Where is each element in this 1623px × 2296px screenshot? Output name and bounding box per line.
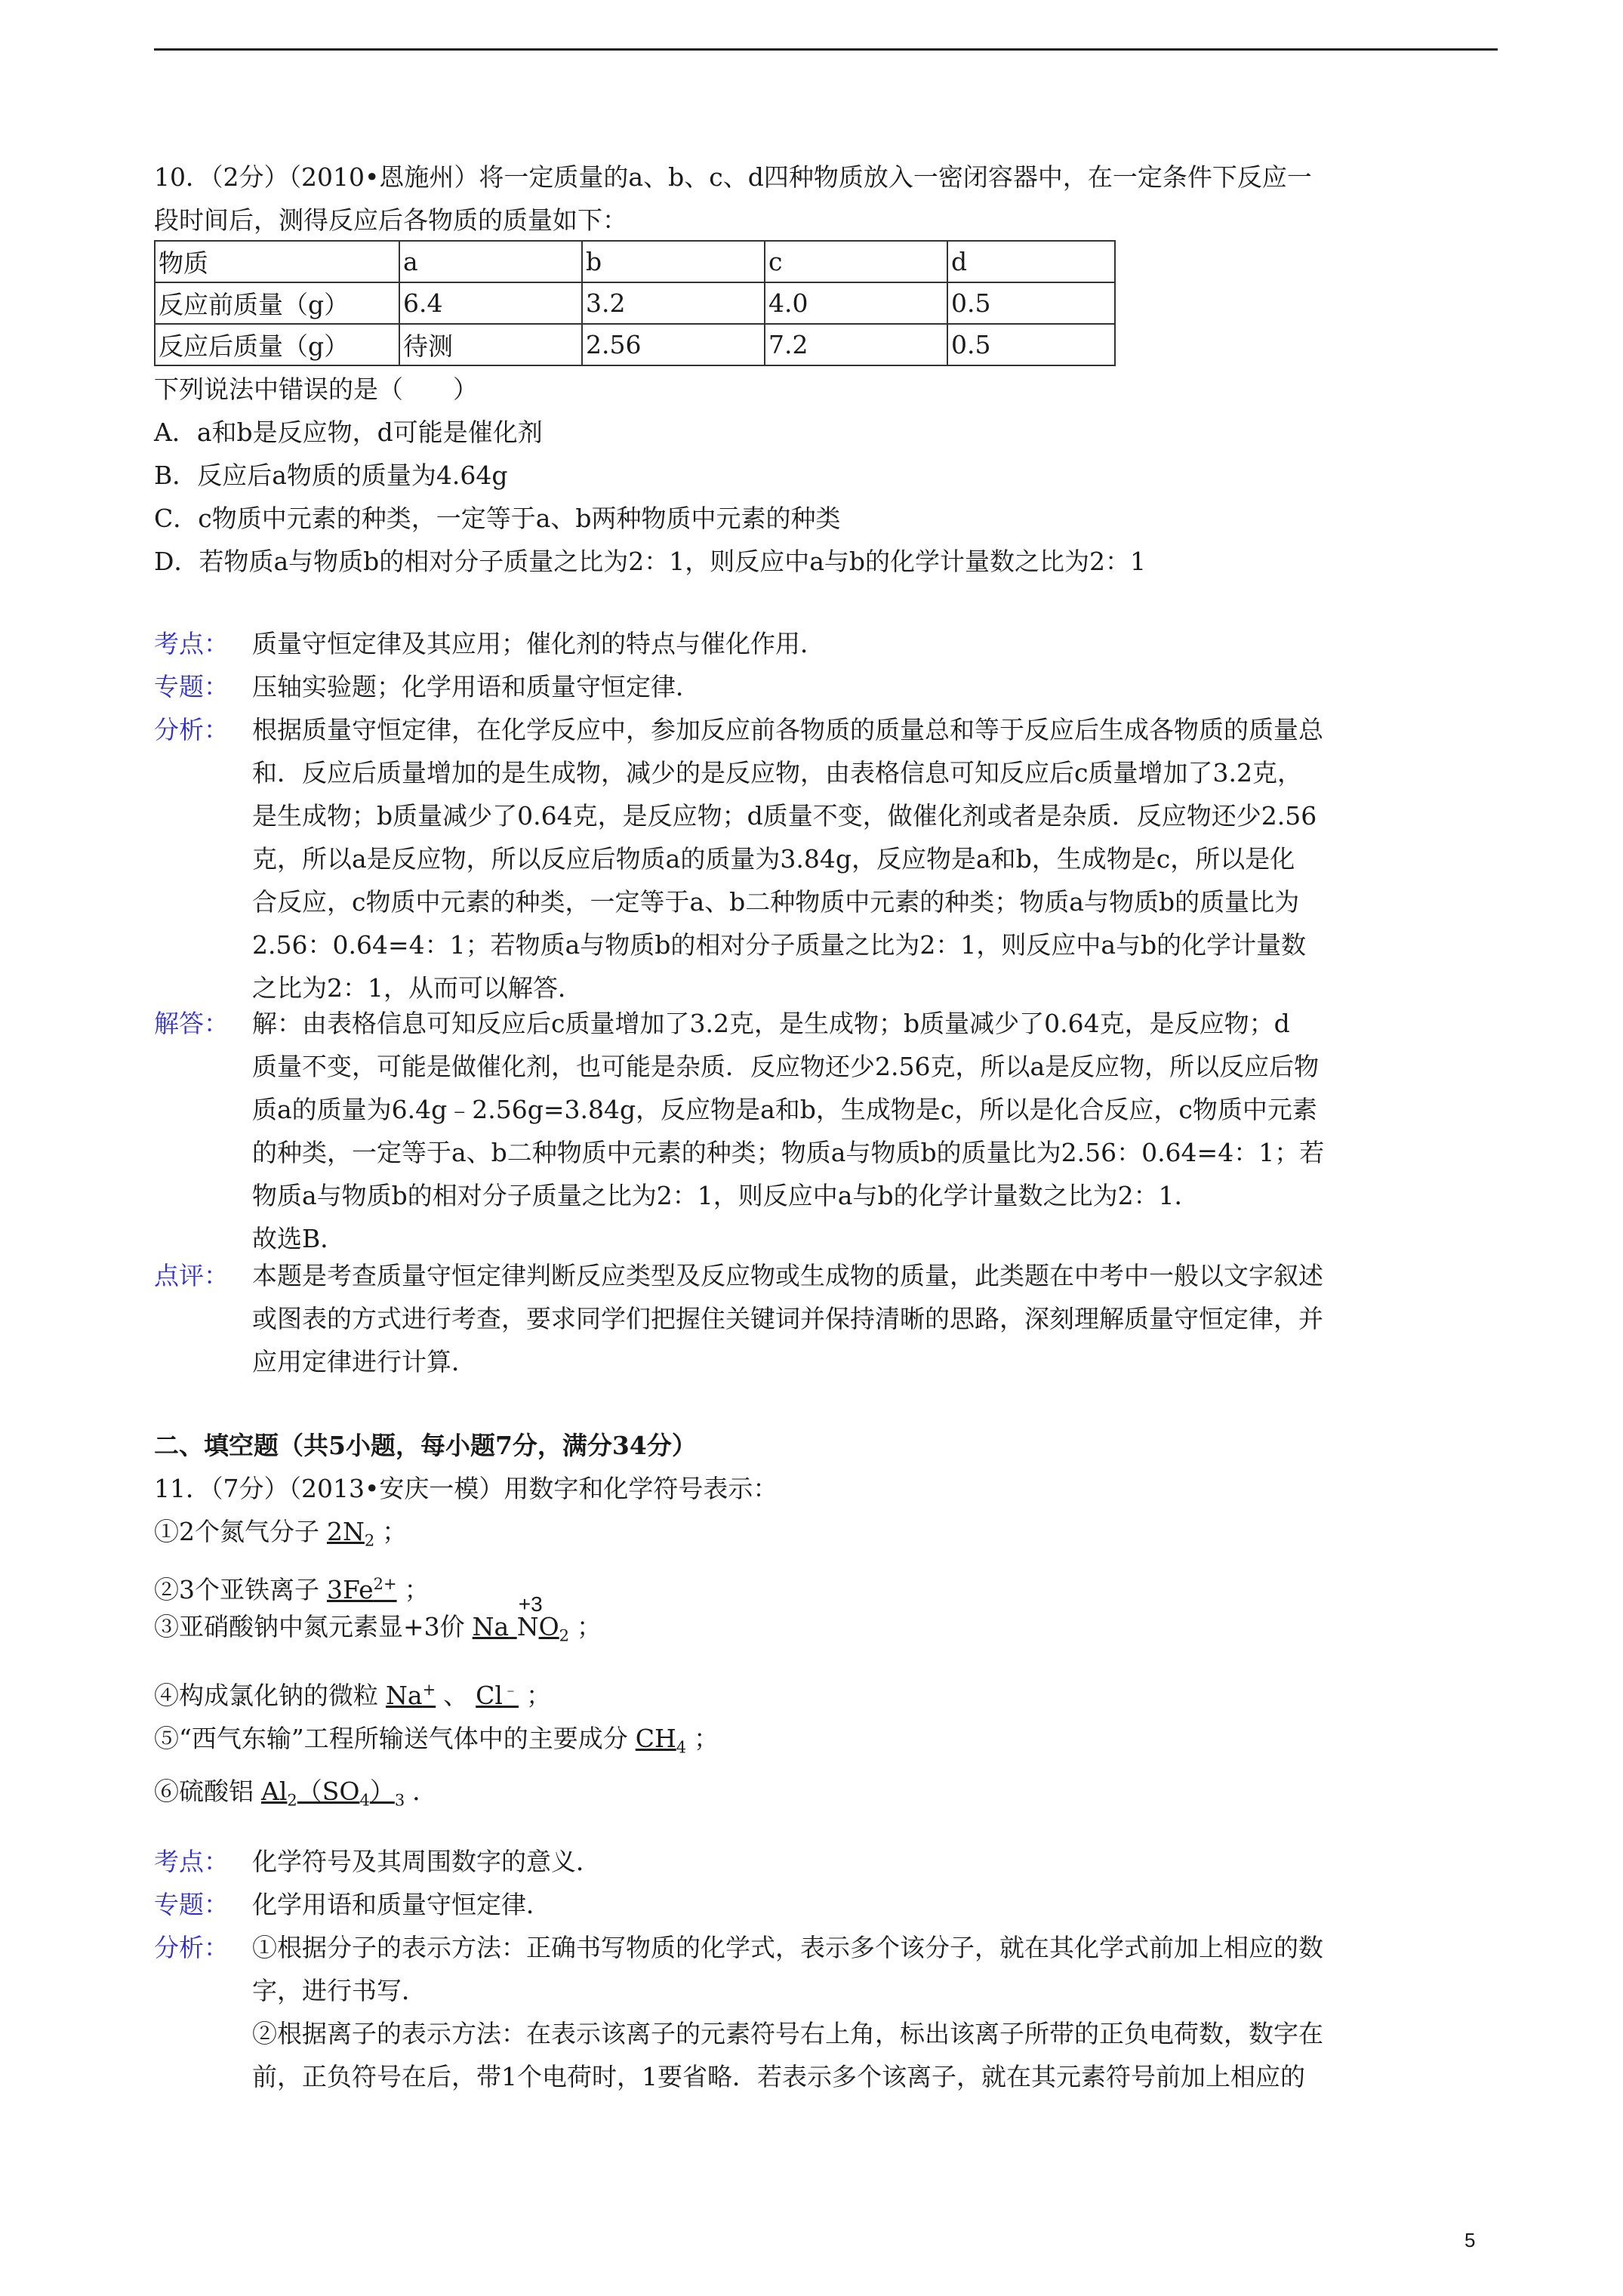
punct: ； — [404, 1574, 430, 1604]
answer-superscript: + — [422, 1681, 436, 1699]
header-rule — [154, 48, 1498, 51]
q10-stem-line1: 10．（2分）（2010•恩施州）将一定质量的a、b、c、d四种物质放入一密闭容器中，在一定条件下反应一 — [154, 162, 1312, 192]
option-b: B．反应后a物质的质量为4.64g — [154, 461, 508, 490]
dianping-text — [252, 1254, 1498, 1383]
table-header-cell: b — [582, 241, 765, 282]
q10-question: 下列说法中错误的是（ ） — [154, 374, 478, 404]
fenxi-label: 分析： — [154, 1933, 229, 1962]
option-d: D．若物质a与物质b的相对分子质量之比为2：1，则反应中a与b的化学计量数之比为2：1 — [154, 547, 1147, 576]
fenxi-text — [252, 1926, 1498, 2098]
fenxi-line: 字，进行书写． — [252, 1976, 427, 2005]
dianping-label: 点评： — [154, 1261, 229, 1290]
q11-item4 — [154, 1669, 1498, 1717]
fenxi-line: ①根据分子的表示方法：正确书写物质的化学式，表示多个该分子，就在其化学式前加上相应的数 — [252, 1933, 1323, 1962]
punct: ； — [525, 1681, 551, 1710]
answer-text: 2N — [327, 1517, 365, 1546]
punct: ； — [382, 1517, 408, 1546]
fenxi-line: 之比为2：1，从而可以解答． — [252, 973, 583, 1003]
table-cell: 待测 — [399, 324, 582, 365]
answer-subscript: 4 — [359, 1791, 370, 1810]
dianping-line: 或图表的方式进行考查，要求同学们把握住关键词并保持清晰的思路，深刻理解质量守恒定律，并 — [252, 1304, 1323, 1333]
q11-items-4-6 — [154, 1669, 1498, 1822]
fenxi-line: 前，正负符号在后，带1个电荷时，1要省略．若表示多个该离子，就在其元素符号前加上相应的 — [252, 2062, 1305, 2091]
item6-answer — [254, 1776, 412, 1810]
fenxi-text — [252, 708, 1498, 1009]
item4-prompt: ④构成氯化钠的微粒 — [154, 1681, 378, 1710]
answer-subscript: 3 — [394, 1791, 405, 1810]
answer-text: Al — [261, 1776, 288, 1806]
item3-prompt: ③亚硝酸钠中氮元素显+3价 — [154, 1612, 465, 1641]
option-c: C．c物质中元素的种类，一定等于a、b两种物质中元素的种类 — [154, 504, 841, 533]
jieda-text — [252, 1002, 1498, 1260]
q11-item6 — [154, 1770, 1498, 1823]
q11-stem: 11．（7分）（2013•安庆一模）用数字和化学符号表示： — [154, 1474, 778, 1503]
answer-text: Na — [386, 1681, 423, 1710]
table-header-row — [155, 241, 1115, 282]
fenxi-line: 是生成物；b质量减少了0.64克，是反应物；d质量不变，做催化剂或者是杂质．反应物还少2.56 — [252, 801, 1317, 831]
table-cell: 反应后质量（g） — [155, 324, 399, 365]
kaodian-text: 化学符号及其周围数字的意义． — [252, 1847, 601, 1876]
answer-subscript: 2 — [559, 1626, 570, 1645]
dianping-line: 应用定律进行计算． — [252, 1347, 476, 1376]
answer-subscript: 4 — [676, 1738, 687, 1757]
q10-question-options — [154, 368, 1498, 583]
punct: ； — [577, 1612, 602, 1641]
answer-text: ） — [369, 1776, 395, 1806]
item2-answer — [319, 1575, 405, 1604]
item5-prompt: ⑤“西气东输”工程所输送气体中的主要成分 — [154, 1724, 628, 1753]
q11-item1 — [154, 1510, 1498, 1563]
zhuanti-text: 化学用语和质量守恒定律． — [252, 1890, 551, 1919]
jieda-line: 物质a与物质b的相对分子质量之比为2：1，则反应中a与b的化学计量数之比为2：1． — [252, 1181, 1200, 1210]
answer-text: CH — [635, 1724, 676, 1753]
answer-text: 3Fe — [327, 1574, 374, 1604]
answer-superscript: 2+ — [373, 1574, 397, 1593]
table-cell: 反应前质量（g） — [155, 282, 399, 324]
jieda-line: 解：由表格信息可知反应后c质量增加了3.2克，是生成物；b质量减少了0.64克，是反应物；d — [252, 1009, 1290, 1038]
section2 — [154, 1424, 1498, 1611]
table-cell: 3.2 — [582, 282, 765, 324]
option-a: A．a和b是反应物，d可能是催化剂 — [154, 418, 543, 447]
kaodian-text: 质量守恒定律及其应用；催化剂的特点与催化作用． — [252, 629, 825, 658]
fenxi-line: 合反应，c物质中元素的种类，一定等于a、b二种物质中元素的种类；物质a与物质b的质量比为 — [252, 887, 1300, 917]
answer-superscript: ﹣ — [502, 1681, 519, 1699]
punct: ； — [694, 1724, 719, 1753]
answer-subscript: 2 — [364, 1531, 375, 1550]
jieda-line: 质量不变，可能是做催化剂，也可能是杂质．反应物还少2.56克，所以a是反应物，所以反应后物 — [252, 1052, 1320, 1081]
answer-text: O — [538, 1612, 559, 1641]
jieda-label: 解答： — [154, 1009, 229, 1038]
zhuanti-label: 专题： — [154, 672, 229, 701]
fenxi-label: 分析： — [154, 715, 229, 744]
item3-line — [154, 1592, 1498, 1658]
kaodian-label: 考点： — [154, 629, 229, 658]
q10-stem — [154, 156, 1498, 242]
table-cell: 0.5 — [947, 324, 1115, 365]
fenxi-line: 和．反应后质量增加的是生成物，减少的是反应物，由表格信息可知反应后c质量增加了3.2克， — [252, 758, 1302, 787]
valence-mark — [516, 1592, 543, 1648]
table-header-cell: c — [765, 241, 947, 282]
mass-table — [154, 240, 1116, 366]
answer-text: Cl — [476, 1681, 503, 1710]
item1-answer — [319, 1517, 382, 1550]
fenxi-line: 克，所以a是反应物，所以反应后物质a的质量为3.84g，反应物是a和b，生成物是c，所以是化 — [252, 844, 1295, 874]
page-number: 5 — [1464, 2229, 1476, 2251]
table-cell: 7.2 — [765, 324, 947, 365]
fenxi-line: 2.56：0.64=4：1；若物质a与物质b的相对分子质量之比为2：1，则反应中a与b的化学计量数 — [252, 930, 1307, 960]
answer-subscript: 2 — [287, 1791, 297, 1810]
table-cell: 6.4 — [399, 282, 582, 324]
q11-item2 — [154, 1563, 1498, 1611]
item3-answer — [465, 1592, 577, 1645]
item6-prompt: ⑥硫酸铝 — [154, 1776, 254, 1806]
item4-answer1 — [378, 1681, 443, 1710]
item2-prompt: ②3个亚铁离子 — [154, 1574, 319, 1604]
zhuanti-text: 压轴实验题；化学用语和质量守恒定律． — [252, 672, 701, 701]
table-row — [155, 324, 1115, 365]
punct: ． — [412, 1776, 438, 1806]
answer-text: N — [516, 1612, 539, 1641]
q11-item5 — [154, 1717, 1498, 1770]
table-cell: 4.0 — [765, 282, 947, 324]
fenxi-line: 根据质量守恒定律，在化学反应中，参加反应前各物质的质量总和等于反应后生成各物质的质量总 — [252, 715, 1323, 744]
table-cell: 0.5 — [947, 282, 1115, 324]
fenxi-line: ②根据离子的表示方法：在表示该离子的元素符号右上角，标出该离子所带的正负电荷数，数字在 — [252, 2019, 1323, 2048]
answer-text: Na — [472, 1612, 510, 1641]
q11-item3 — [154, 1592, 1498, 1658]
valence-number: +3 — [518, 1592, 543, 1616]
table-header-cell: 物质 — [155, 241, 399, 282]
jieda-line: 故选B． — [252, 1224, 346, 1253]
item5-answer — [628, 1724, 694, 1757]
table-row — [155, 282, 1115, 324]
item1-prompt: ①2个氮气分子 — [154, 1517, 319, 1546]
table-cell: 2.56 — [582, 324, 765, 365]
item4-answer2 — [468, 1681, 526, 1710]
jieda-line: 的种类，一定等于a、b二种物质中元素的种类；物质a与物质b的质量比为2.56：0.64=4：1；若 — [252, 1138, 1325, 1167]
jieda-line: 质a的质量为6.4g﹣2.56g=3.84g，反应物是a和b，生成物是c，所以是化合反应，c物质中元素 — [252, 1095, 1317, 1124]
answer-text: （SO — [297, 1776, 360, 1806]
zhuanti-label: 专题： — [154, 1890, 229, 1919]
table-header-cell: a — [399, 241, 582, 282]
dianping-line: 本题是考查质量守恒定律判断反应类型及反应物或生成物的质量，此类题在中考中一般以文字叙述 — [252, 1261, 1323, 1290]
section-title: 二、填空题（共5小题，每小题7分，满分34分） — [154, 1431, 697, 1460]
kaodian-label: 考点： — [154, 1847, 229, 1876]
punct: 、 — [443, 1681, 469, 1710]
table-header-cell: d — [947, 241, 1115, 282]
q10-stem-line2: 段时间后，测得反应后各物质的质量如下： — [154, 205, 627, 235]
